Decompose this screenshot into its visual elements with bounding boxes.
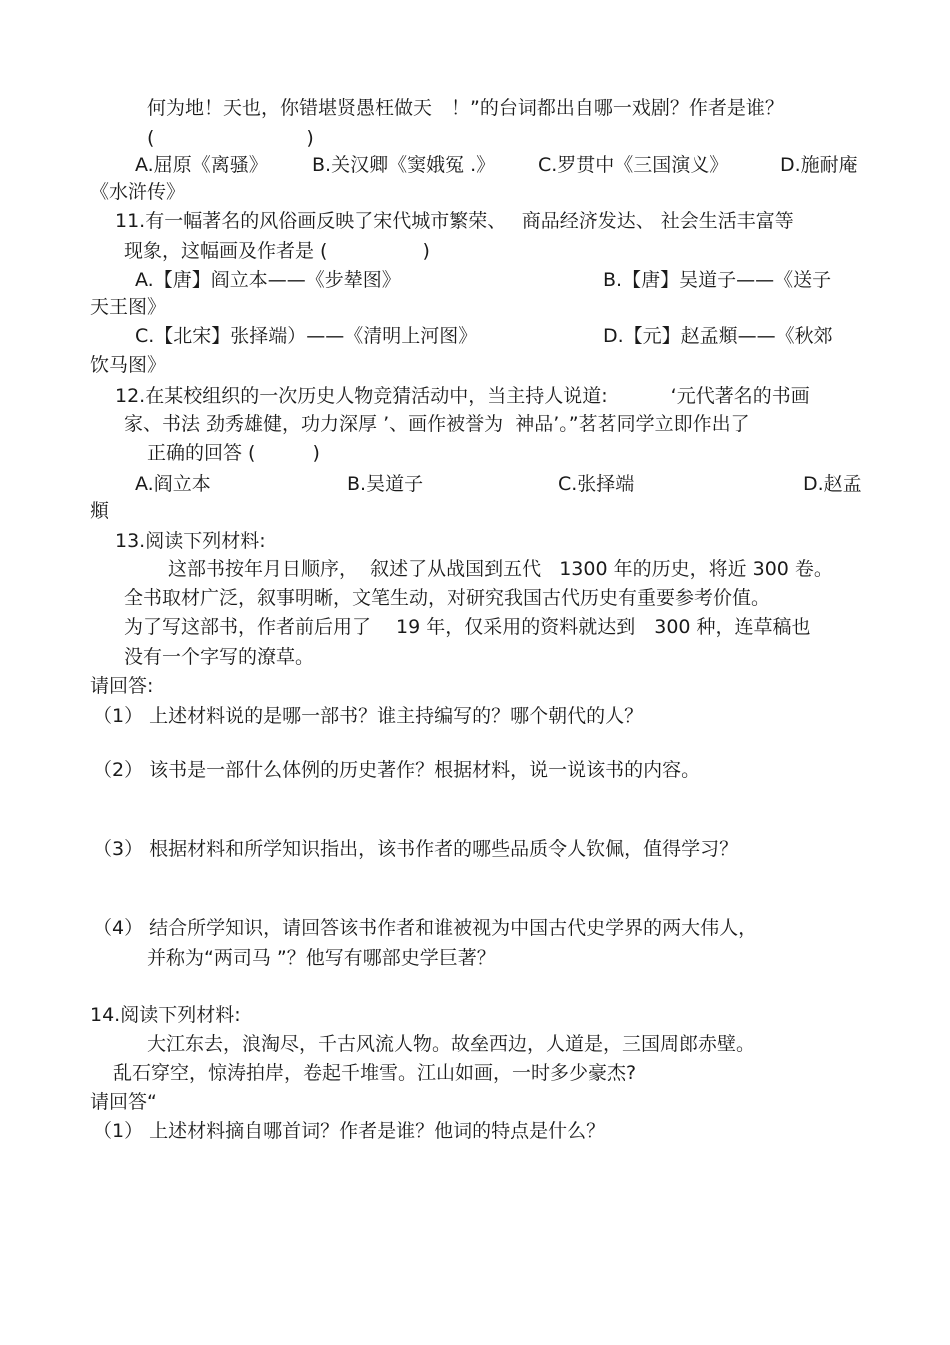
q11-option-b-cont: 天王图》	[90, 296, 167, 318]
q12-option-b: B.吴道子	[347, 473, 424, 495]
q12-option-a: A.阎立本	[135, 473, 211, 495]
q14-material-1: 大江东去，浪淘尽，千古风流人物。故垒西边，人道是，三国周郎赤壁。	[147, 1033, 756, 1055]
q10-option-a: A.屈原《离骚》	[135, 154, 268, 176]
q12-stem-1: 12.在某校组织的一次历史人物竞猜活动中，当主持人说道: ‘元代著名的书画	[115, 385, 810, 407]
q14-material-2: 乱石穿空，惊涛拍岸，卷起千堆雪。江山如画，一时多少豪杰?	[113, 1062, 637, 1084]
q11-option-d-cont: 饮马图》	[90, 354, 167, 376]
q13-sub-2: （2） 该书是一部什么体例的历史著作？根据材料，说一说该书的内容。	[93, 759, 701, 781]
q13-ask: 请回答:	[90, 675, 154, 697]
q11-stem-1: 11.有一幅著名的风俗画反映了宋代城市繁荣、 商品经济发达、 社会生活丰富等	[115, 210, 794, 232]
q12-stem-3: 正确的回答 ( )	[147, 442, 320, 464]
q14-ask: 请回答“	[90, 1091, 157, 1113]
q11-option-d: D.【元】赵孟頫——《秋郊	[603, 325, 833, 347]
q13-material-1: 这部书按年月日顺序， 叙述了从战国到五代 1300 年的历史，将近 300 卷。	[168, 558, 833, 580]
q12-stem-2: 家、书法 劲秀雄健，功力深厚 ’、画作被誉为 神品’。”茗茗同学立即作出了	[124, 413, 750, 435]
q13-sub-4a: （4） 结合所学知识，请回答该书作者和谁被视为中国古代史学界的两大伟人，	[93, 917, 758, 939]
q13-material-3: 为了写这部书，作者前后用了 19 年，仅采用的资料就达到 300 种，连草稿也	[124, 616, 811, 638]
q12-option-c: C.张择端	[558, 473, 635, 495]
q11-option-c: C.【北宋】张择端）——《清明上河图》	[135, 325, 478, 347]
q12-option-d-cont: 頫	[90, 500, 110, 522]
q10-option-b: B.关汉卿《窦娥冤 .》	[312, 154, 496, 176]
q13-sub-4b: 并称为“两司马 ”？他写有哪部史学巨著？	[147, 947, 496, 969]
q10-option-d-cont: 《水浒传》	[90, 181, 186, 203]
q13-sub-1: （1） 上述材料说的是哪一部书？谁主持编写的？哪个朝代的人？	[93, 705, 644, 727]
q13-sub-3: （3） 根据材料和所学知识指出，该书作者的哪些品质令人钦佩，值得学习？	[93, 838, 739, 860]
q10-option-d: D.施耐庵	[780, 154, 858, 176]
q11-option-b: B.【唐】吴道子——《送子	[603, 269, 832, 291]
q10-option-c: C.罗贯中《三国演义》	[538, 154, 729, 176]
q14-sub-1: （1） 上述材料摘自哪首词？作者是谁？他词的特点是什么？	[93, 1120, 606, 1142]
q10-stem-tail: 何为地！天也，你错堪贤愚枉做天 ！”的台词都出自哪一戏剧？作者是谁？	[147, 97, 784, 119]
q10-answer-blank: ( )	[147, 127, 314, 149]
q11-option-a: A.【唐】阎立本——《步辇图》	[135, 269, 401, 291]
q11-stem-2: 现象，这幅画及作者是 ( )	[124, 240, 430, 262]
q13-title: 13.阅读下列材料:	[115, 530, 266, 552]
q14-title: 14.阅读下列材料:	[90, 1004, 241, 1026]
q13-material-4: 没有一个字写的潦草。	[124, 646, 315, 668]
q12-option-d: D.赵孟	[803, 473, 862, 495]
q13-material-2: 全书取材广泛，叙事明晰，文笔生动，对研究我国古代历史有重要参考价值。	[124, 587, 771, 609]
